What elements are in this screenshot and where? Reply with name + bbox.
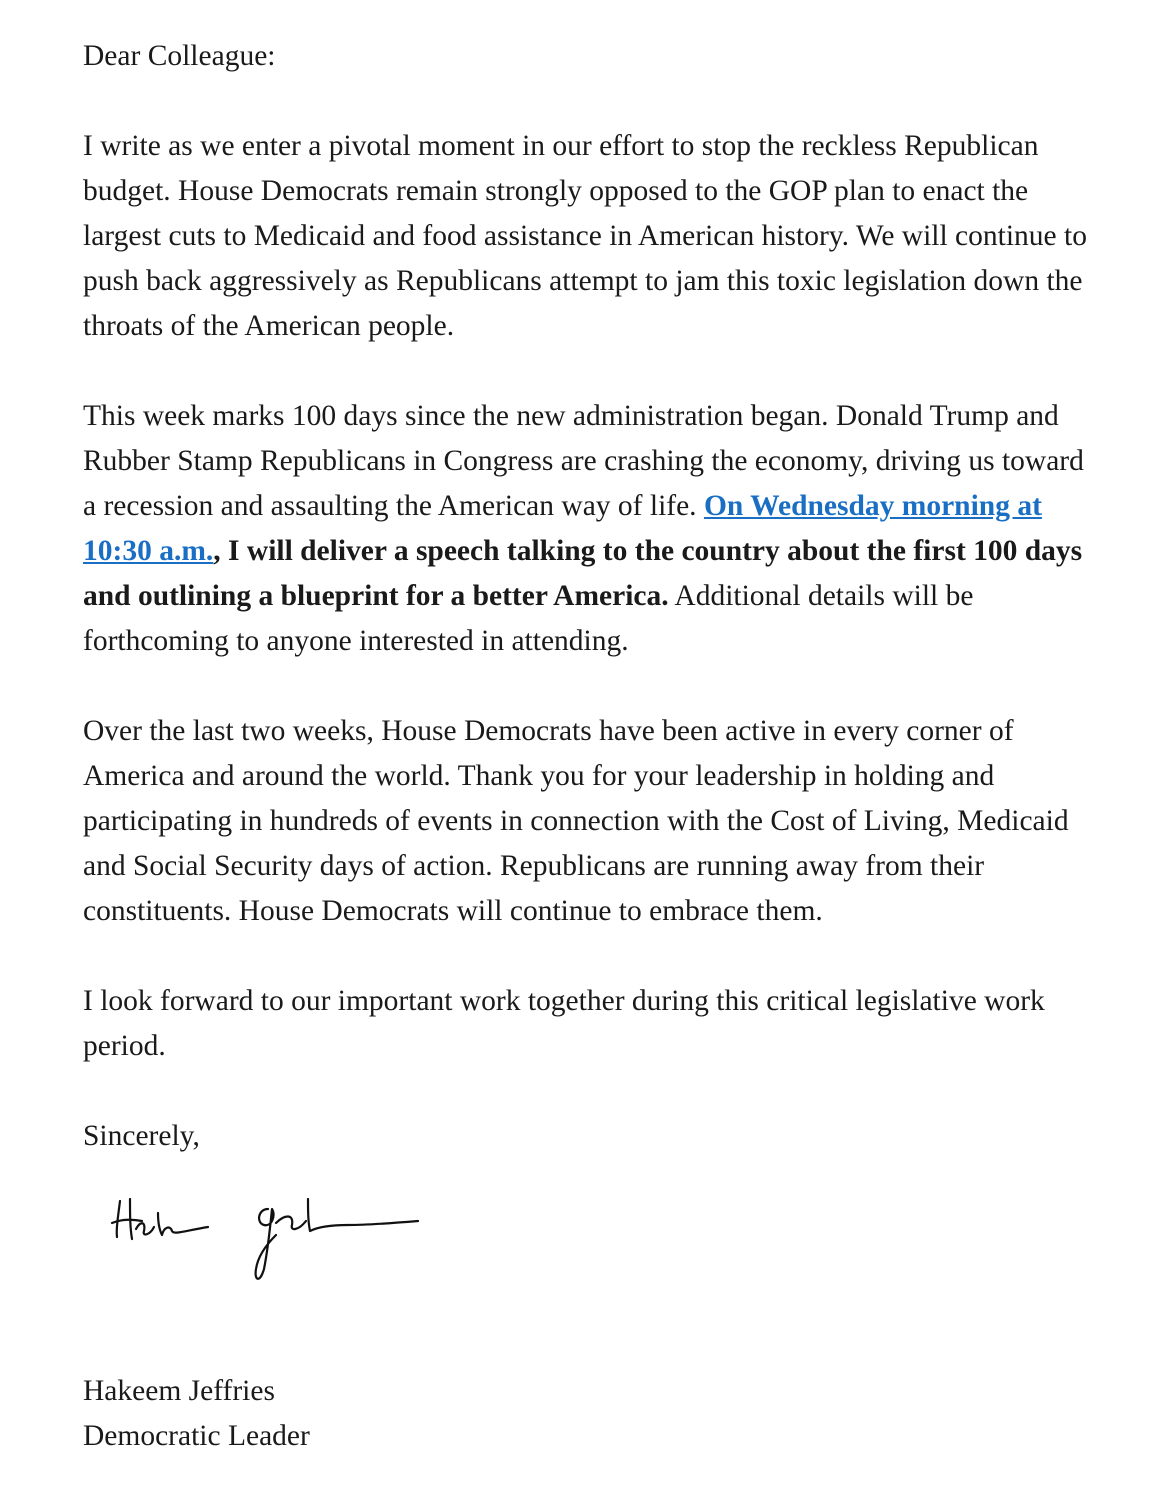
speech-announcement: , I will deliver a speech talking to the country about the first 100 days and outlining a blueprint for a better America. bbox=[83, 535, 1083, 612]
paragraph-100-days-tail: Additional details will be forthcoming to anyone interested in attending. bbox=[83, 580, 974, 657]
signer-name: Hakeem Jeffries bbox=[83, 1375, 275, 1407]
signer-title: Democratic Leader bbox=[83, 1420, 310, 1452]
paragraph-gap bbox=[83, 934, 1093, 979]
speech-event-link[interactable]: On Wednesday morning at 10:30 a.m. bbox=[83, 490, 1042, 567]
letter-body bbox=[83, 34, 1093, 1459]
paragraph-100-days-lead: This week marks 100 days since the new administration began. Donald Trump and Rubber Stamp Republicans in Congress are crashing the economy, driving us toward a recession and assaulting the American way of life. bbox=[83, 400, 1084, 522]
signature-gap bbox=[83, 1289, 1093, 1369]
paragraph-events: Over the last two weeks, House Democrats have been active in every corner of America and around the world. Thank you for your leadership in holding and participating in hundreds of events in connection with the Cost of Living, Medicaid and Social Security days of action. Republicans are running away from their constituents. House Democrats will continue to embrace them. bbox=[83, 715, 1069, 927]
paragraph-gap bbox=[83, 349, 1093, 394]
paragraph-gap bbox=[83, 1069, 1093, 1114]
salutation: Dear Colleague: bbox=[83, 40, 276, 72]
paragraph-100-days bbox=[83, 394, 1093, 664]
paragraph-closing-remark: I look forward to our important work together during this critical legislative work period. bbox=[83, 985, 1045, 1062]
signature bbox=[108, 1189, 428, 1289]
paragraph-gap bbox=[83, 79, 1093, 124]
paragraph-budget: I write as we enter a pivotal moment in our effort to stop the reckless Republican budget. House Democrats remain strongly opposed to the GOP plan to enact the largest cuts to Medicaid and food assistance in American history. We will continue to push back aggressively as Republicans attempt to jam this toxic legislation down the throats of the American people. bbox=[83, 130, 1087, 342]
closing: Sincerely, bbox=[83, 1120, 200, 1152]
paragraph-gap bbox=[83, 664, 1093, 709]
